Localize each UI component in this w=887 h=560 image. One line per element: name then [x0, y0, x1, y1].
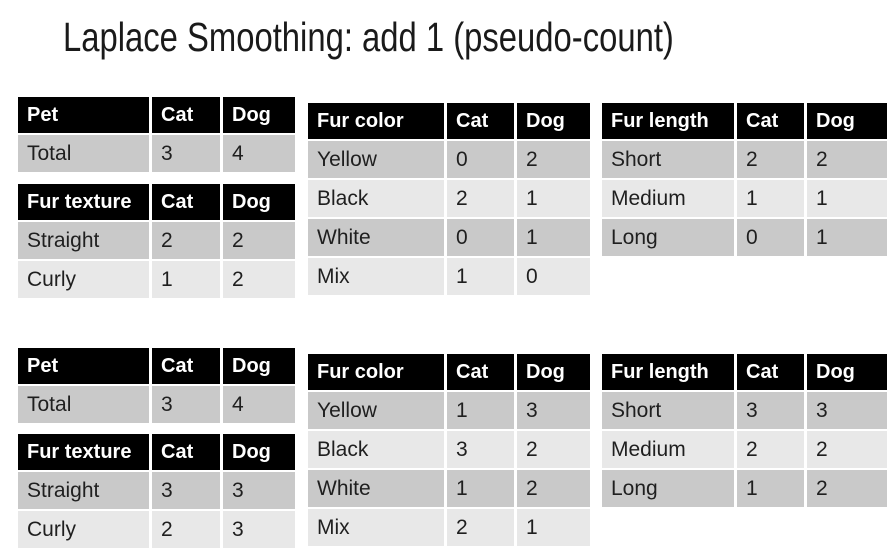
column-header: Fur color: [308, 103, 447, 141]
cell-value: 1: [737, 470, 807, 509]
cell-value: 2: [223, 222, 295, 261]
column-header: Cat: [152, 348, 223, 386]
data-table-fur-length: [602, 103, 887, 258]
column-header: Cat: [152, 184, 223, 222]
column-header: Dog: [807, 103, 887, 141]
cell-value: 2: [517, 141, 590, 180]
column-header: Cat: [447, 354, 517, 392]
data-table-fur-texture: [18, 184, 295, 300]
cell-value: 1: [517, 180, 590, 219]
column-header: Fur texture: [18, 434, 152, 472]
table-fur-texture-smoothed: [18, 434, 295, 550]
table-fur-length-original: [602, 103, 887, 258]
cell-value: 2: [737, 431, 807, 470]
column-header: Cat: [737, 354, 807, 392]
row-label: Straight: [18, 222, 152, 261]
column-header: Dog: [223, 97, 295, 135]
column-header: Cat: [152, 434, 223, 472]
table-row: [308, 219, 590, 258]
table-pet-original: [18, 97, 295, 174]
table-fur-length-smoothed: [602, 354, 887, 509]
cell-value: 2: [223, 261, 295, 300]
row-label: Short: [602, 392, 737, 431]
data-table-fur-color: [308, 103, 590, 297]
cell-value: 1: [517, 219, 590, 258]
header-row: [18, 97, 295, 135]
table-row: [18, 135, 295, 174]
cell-value: 2: [807, 141, 887, 180]
cell-value: 0: [517, 258, 590, 297]
header-row: [308, 103, 590, 141]
row-label: Yellow: [308, 141, 447, 180]
row-label: White: [308, 470, 447, 509]
cell-value: 4: [223, 386, 295, 425]
cell-value: 1: [807, 219, 887, 258]
row-label: Curly: [18, 511, 152, 550]
cell-value: 3: [737, 392, 807, 431]
cell-value: 0: [737, 219, 807, 258]
table-row: [18, 261, 295, 300]
data-table-fur-texture: [18, 434, 295, 550]
column-header: Fur texture: [18, 184, 152, 222]
cell-value: 1: [447, 258, 517, 297]
table-row: [602, 431, 887, 470]
data-table-fur-color: [308, 354, 590, 548]
header-row: [18, 434, 295, 472]
page-title: Laplace Smoothing: add 1 (pseudo-count): [63, 14, 674, 60]
table-row: [308, 470, 590, 509]
cell-value: 2: [737, 141, 807, 180]
table-row: [602, 219, 887, 258]
row-label: Medium: [602, 431, 737, 470]
header-row: [18, 348, 295, 386]
cell-value: 3: [223, 511, 295, 550]
row-label: Mix: [308, 509, 447, 548]
cell-value: 3: [807, 392, 887, 431]
row-label: Straight: [18, 472, 152, 511]
column-header: Dog: [223, 434, 295, 472]
column-header: Dog: [807, 354, 887, 392]
row-label: Total: [18, 135, 152, 174]
cell-value: 1: [447, 392, 517, 431]
table-row: [18, 472, 295, 511]
row-label: Black: [308, 431, 447, 470]
cell-value: 1: [517, 509, 590, 548]
table-row: [308, 258, 590, 297]
table-row: [308, 431, 590, 470]
header-row: [308, 354, 590, 392]
table-row: [18, 222, 295, 261]
row-label: Long: [602, 219, 737, 258]
column-header: Fur color: [308, 354, 447, 392]
header-row: [602, 354, 887, 392]
row-label: Short: [602, 141, 737, 180]
cell-value: 2: [517, 431, 590, 470]
table-row: [18, 386, 295, 425]
cell-value: 2: [447, 180, 517, 219]
column-header: Fur length: [602, 354, 737, 392]
table-pet-smoothed: [18, 348, 295, 425]
cell-value: 3: [517, 392, 590, 431]
column-header: Cat: [152, 97, 223, 135]
row-label: Total: [18, 386, 152, 425]
row-label: Curly: [18, 261, 152, 300]
table-row: [602, 141, 887, 180]
cell-value: 1: [152, 261, 223, 300]
cell-value: 2: [152, 222, 223, 261]
column-header: Cat: [447, 103, 517, 141]
cell-value: 3: [152, 386, 223, 425]
column-header: Pet: [18, 97, 152, 135]
cell-value: 2: [807, 431, 887, 470]
table-row: [18, 511, 295, 550]
row-label: Yellow: [308, 392, 447, 431]
column-header: Dog: [517, 354, 590, 392]
cell-value: 2: [152, 511, 223, 550]
table-row: [602, 470, 887, 509]
table-row: [602, 180, 887, 219]
cell-value: 2: [517, 470, 590, 509]
table-fur-color-original: [308, 103, 590, 297]
column-header: Dog: [223, 348, 295, 386]
column-header: Cat: [737, 103, 807, 141]
cell-value: 1: [447, 470, 517, 509]
table-fur-texture-original: [18, 184, 295, 300]
cell-value: 2: [807, 470, 887, 509]
table-fur-color-smoothed: [308, 354, 590, 548]
cell-value: 3: [152, 472, 223, 511]
header-row: [18, 184, 295, 222]
table-row: [308, 392, 590, 431]
cell-value: 3: [447, 431, 517, 470]
data-table-pet: [18, 348, 295, 425]
cell-value: 1: [737, 180, 807, 219]
cell-value: 2: [447, 509, 517, 548]
table-row: [308, 509, 590, 548]
column-header: Dog: [517, 103, 590, 141]
table-row: [602, 392, 887, 431]
row-label: Mix: [308, 258, 447, 297]
row-label: White: [308, 219, 447, 258]
column-header: Pet: [18, 348, 152, 386]
cell-value: 3: [223, 472, 295, 511]
cell-value: 3: [152, 135, 223, 174]
cell-value: 4: [223, 135, 295, 174]
row-label: Long: [602, 470, 737, 509]
cell-value: 0: [447, 141, 517, 180]
cell-value: 1: [807, 180, 887, 219]
table-row: [308, 141, 590, 180]
column-header: Fur length: [602, 103, 737, 141]
column-header: Dog: [223, 184, 295, 222]
row-label: Medium: [602, 180, 737, 219]
header-row: [602, 103, 887, 141]
data-table-pet: [18, 97, 295, 174]
data-table-fur-length: [602, 354, 887, 509]
table-row: [308, 180, 590, 219]
row-label: Black: [308, 180, 447, 219]
cell-value: 0: [447, 219, 517, 258]
